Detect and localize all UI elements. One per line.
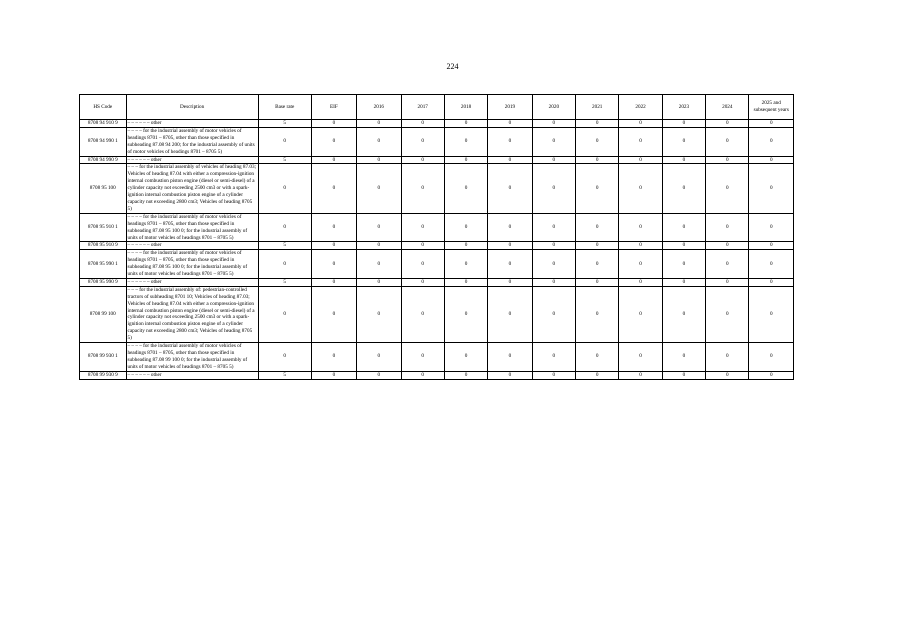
rate-cell: 0 — [444, 371, 487, 379]
rate-cell: 0 — [357, 278, 401, 286]
hs-code-cell: 8708 94 990 1 — [80, 127, 127, 156]
column-header: 2019 — [488, 95, 532, 120]
rate-cell: 0 — [444, 242, 487, 250]
description-cell: – – – for the industrial assembly of: pedestrian-controlled tractors of subheading 8701 10; Vehicles of heading 87.03; Vehicles of heading 87.04 with either a compression-ignition internal combustion piston engine (diesel or semi-diesel) of a cylinder capacity not exceeding 2500 cm3 or with a spark-ignition internal combustion piston engine of a cylinder capacity not exceeding 2800 cm3; Vehicles of heading 8705 5) — [126, 286, 258, 342]
rate-cell: 0 — [488, 164, 532, 213]
rate-cell: 0 — [258, 250, 311, 279]
rate-cell: 0 — [532, 278, 575, 286]
rate-cell: 0 — [357, 371, 401, 379]
rate-cell: 0 — [444, 120, 487, 128]
rate-cell: 0 — [401, 120, 444, 128]
rate-cell: 0 — [706, 250, 749, 279]
rate-cell: 0 — [401, 371, 444, 379]
rate-cell: 0 — [619, 242, 662, 250]
rate-cell: 0 — [258, 213, 311, 242]
column-header: Description — [126, 95, 258, 120]
rate-cell: 0 — [749, 278, 794, 286]
rate-cell: 0 — [532, 213, 575, 242]
rate-cell: 0 — [532, 156, 575, 164]
rate-cell: 0 — [311, 127, 356, 156]
rate-cell: 0 — [619, 278, 662, 286]
rate-cell: 0 — [258, 343, 311, 372]
rate-cell: 0 — [749, 286, 794, 342]
rate-cell: 0 — [258, 286, 311, 342]
rate-cell: 0 — [749, 343, 794, 372]
rate-cell: 0 — [749, 120, 794, 128]
rate-cell: 0 — [749, 242, 794, 250]
rate-cell: 0 — [576, 213, 619, 242]
rate-cell: 0 — [576, 127, 619, 156]
rate-cell: 0 — [488, 371, 532, 379]
rate-cell: 0 — [706, 371, 749, 379]
rate-cell: 0 — [444, 343, 487, 372]
rate-cell: 0 — [357, 120, 401, 128]
rate-cell: 0 — [706, 156, 749, 164]
rate-cell: 0 — [401, 164, 444, 213]
rate-cell: 0 — [662, 371, 705, 379]
rate-cell: 0 — [357, 127, 401, 156]
column-header: 2022 — [619, 95, 662, 120]
rate-cell: 0 — [576, 286, 619, 342]
rate-cell: 0 — [311, 120, 356, 128]
rate-cell: 0 — [619, 127, 662, 156]
rate-cell: 0 — [488, 156, 532, 164]
rate-cell: 0 — [576, 164, 619, 213]
hs-code-cell: 8708 99 100 — [80, 286, 127, 342]
description-cell: – – – – for the industrial assembly of motor vehicles of headings 8701 – 8705, other than those specified in subheading 87.08 99 100 0; for the industrial assembly of units of motor vehicles of headings 8701 – 8705 5) — [126, 343, 258, 372]
rate-cell: 0 — [749, 164, 794, 213]
table-row — [80, 242, 794, 250]
rate-cell: 0 — [488, 250, 532, 279]
rate-cell: 0 — [311, 371, 356, 379]
rate-cell: 0 — [619, 156, 662, 164]
hs-code-cell: 8708 94 990 9 — [80, 156, 127, 164]
column-header: 2021 — [576, 95, 619, 120]
table-row — [80, 278, 794, 286]
rate-cell: 0 — [444, 156, 487, 164]
column-header: 2018 — [444, 95, 487, 120]
rate-cell: 0 — [488, 343, 532, 372]
table-row — [80, 164, 794, 213]
rate-cell: 0 — [401, 250, 444, 279]
table-row — [80, 127, 794, 156]
rate-cell: 0 — [401, 156, 444, 164]
hs-code-cell: 8708 95 910 1 — [80, 213, 127, 242]
rate-cell: 0 — [576, 371, 619, 379]
rate-cell: 0 — [706, 278, 749, 286]
rate-cell: 0 — [311, 278, 356, 286]
hs-code-cell: 8708 94 910 9 — [80, 120, 127, 128]
description-cell: – – – – – – other — [126, 242, 258, 250]
rate-cell: 0 — [532, 242, 575, 250]
table-header-row — [80, 95, 794, 120]
rate-cell: 0 — [662, 250, 705, 279]
rate-cell: 0 — [401, 213, 444, 242]
column-header: 2017 — [401, 95, 444, 120]
rate-cell: 0 — [444, 250, 487, 279]
rate-cell: 0 — [357, 213, 401, 242]
rate-cell: 0 — [532, 343, 575, 372]
rate-cell: 0 — [488, 278, 532, 286]
table-row — [80, 120, 794, 128]
rate-cell: 0 — [706, 127, 749, 156]
table-row — [80, 250, 794, 279]
description-cell: – – – – for the industrial assembly of motor vehicles of headings 8701 – 8705, other than those specified in subheading 87.08 95 100 0; for the industrial assembly of units of motor vehicles of headings 8701 – 8705 5) — [126, 250, 258, 279]
table-row — [80, 371, 794, 379]
rate-cell: 0 — [662, 242, 705, 250]
rate-cell: 0 — [311, 213, 356, 242]
rate-cell: 0 — [444, 286, 487, 342]
rate-cell: 0 — [662, 120, 705, 128]
rate-cell: 0 — [749, 213, 794, 242]
rate-cell: 5 — [258, 278, 311, 286]
column-header: 2025 and subsequent years — [749, 95, 794, 120]
hs-code-cell: 8708 95 990 1 — [80, 250, 127, 279]
rate-cell: 0 — [311, 156, 356, 164]
rate-cell: 0 — [532, 120, 575, 128]
hs-code-cell: 8708 95 910 9 — [80, 242, 127, 250]
rate-cell: 0 — [662, 213, 705, 242]
rate-cell: 0 — [357, 343, 401, 372]
rate-cell: 0 — [576, 250, 619, 279]
rate-cell: 0 — [576, 278, 619, 286]
rate-cell: 0 — [258, 127, 311, 156]
column-header: 2020 — [532, 95, 575, 120]
rate-cell: 0 — [401, 127, 444, 156]
rate-cell: 0 — [706, 213, 749, 242]
hs-code-cell: 8708 99 930 9 — [80, 371, 127, 379]
rate-cell: 0 — [444, 278, 487, 286]
table-row — [80, 286, 794, 342]
description-cell: – – – – – – other — [126, 156, 258, 164]
rate-cell: 0 — [488, 242, 532, 250]
rate-cell: 0 — [357, 286, 401, 342]
hs-code-cell: 8708 95 990 9 — [80, 278, 127, 286]
rate-cell: 0 — [444, 213, 487, 242]
rate-cell: 0 — [532, 250, 575, 279]
rate-cell: 0 — [749, 250, 794, 279]
rate-cell: 0 — [662, 127, 705, 156]
rate-cell: 0 — [444, 127, 487, 156]
rate-cell: 0 — [749, 127, 794, 156]
description-cell: – – – – – – other — [126, 371, 258, 379]
rate-cell: 0 — [662, 164, 705, 213]
column-header: EIF — [311, 95, 356, 120]
column-header: 2023 — [662, 95, 705, 120]
rate-cell: 0 — [532, 286, 575, 342]
page-number: 224 — [446, 62, 459, 71]
column-header: 2024 — [706, 95, 749, 120]
description-cell: – – – for the industrial assembly of vehicles of heading 87.03; Vehicles of heading 87.04 with either a compression-ignition internal combustion piston engine (diesel or semi-diesel) of a cylinder capacity not exceeding 2500 cm3 or with a spark-ignition internal combustion piston engine of a cylinder capacity not exceeding 2800 cm3; Vehicles of heading 8705 5) — [126, 164, 258, 213]
rate-cell: 0 — [749, 156, 794, 164]
table-body — [80, 120, 794, 380]
rate-cell: 0 — [619, 250, 662, 279]
rate-cell: 0 — [258, 164, 311, 213]
description-cell: – – – – – – other — [126, 120, 258, 128]
rate-cell: 0 — [357, 156, 401, 164]
rate-cell: 0 — [619, 371, 662, 379]
rate-cell: 0 — [706, 242, 749, 250]
rate-cell: 0 — [488, 120, 532, 128]
rate-cell: 0 — [357, 242, 401, 250]
column-header: HS Code — [80, 95, 127, 120]
description-cell: – – – – for the industrial assembly of motor vehicles of headings 8701 – 8705, other than those specified in subheading 87.08 94 200; for the industrial assembly of units of motor vehicles of headings 8701 – 8705 5) — [126, 127, 258, 156]
rate-cell: 0 — [532, 127, 575, 156]
description-cell: – – – – – – other — [126, 278, 258, 286]
rate-cell: 0 — [576, 156, 619, 164]
rate-cell: 0 — [706, 343, 749, 372]
rate-cell: 0 — [619, 343, 662, 372]
tariff-schedule-table — [79, 94, 794, 380]
rate-cell: 0 — [311, 250, 356, 279]
rate-cell: 0 — [401, 286, 444, 342]
rate-cell: 0 — [311, 242, 356, 250]
rate-cell: 0 — [576, 120, 619, 128]
rate-cell: 0 — [706, 120, 749, 128]
rate-cell: 0 — [488, 127, 532, 156]
rate-cell: 0 — [576, 343, 619, 372]
description-cell: – – – – for the industrial assembly of motor vehicles of headings 8701 – 8705, other than those specified in subheading 87.08 95 100 0; for the industrial assembly of units of motor vehicles of headings 8701 – 8705 5) — [126, 213, 258, 242]
table-row — [80, 343, 794, 372]
hs-code-cell: 8708 95 100 — [80, 164, 127, 213]
rate-cell: 5 — [258, 242, 311, 250]
rate-cell: 0 — [401, 343, 444, 372]
rate-cell: 0 — [401, 278, 444, 286]
rate-cell: 0 — [619, 120, 662, 128]
rate-cell: 0 — [706, 164, 749, 213]
rate-cell: 0 — [619, 213, 662, 242]
rate-cell: 0 — [662, 343, 705, 372]
rate-cell: 0 — [357, 164, 401, 213]
rate-cell: 0 — [311, 343, 356, 372]
rate-cell: 0 — [662, 278, 705, 286]
rate-cell: 0 — [749, 371, 794, 379]
rate-cell: 0 — [488, 213, 532, 242]
column-header: 2016 — [357, 95, 401, 120]
rate-cell: 0 — [532, 371, 575, 379]
rate-cell: 5 — [258, 371, 311, 379]
rate-cell: 0 — [311, 164, 356, 213]
rate-cell: 0 — [488, 286, 532, 342]
column-header: Base rate — [258, 95, 311, 120]
rate-cell: 0 — [401, 242, 444, 250]
rate-cell: 0 — [576, 242, 619, 250]
rate-cell: 0 — [706, 286, 749, 342]
rate-cell: 0 — [532, 164, 575, 213]
rate-cell: 0 — [311, 286, 356, 342]
rate-cell: 0 — [357, 250, 401, 279]
rate-cell: 0 — [444, 164, 487, 213]
rate-cell: 5 — [258, 120, 311, 128]
rate-cell: 0 — [662, 156, 705, 164]
rate-cell: 0 — [662, 286, 705, 342]
hs-code-cell: 8708 99 930 1 — [80, 343, 127, 372]
table-row — [80, 213, 794, 242]
rate-cell: 0 — [619, 286, 662, 342]
table-row — [80, 156, 794, 164]
rate-cell: 0 — [619, 164, 662, 213]
rate-cell: 5 — [258, 156, 311, 164]
